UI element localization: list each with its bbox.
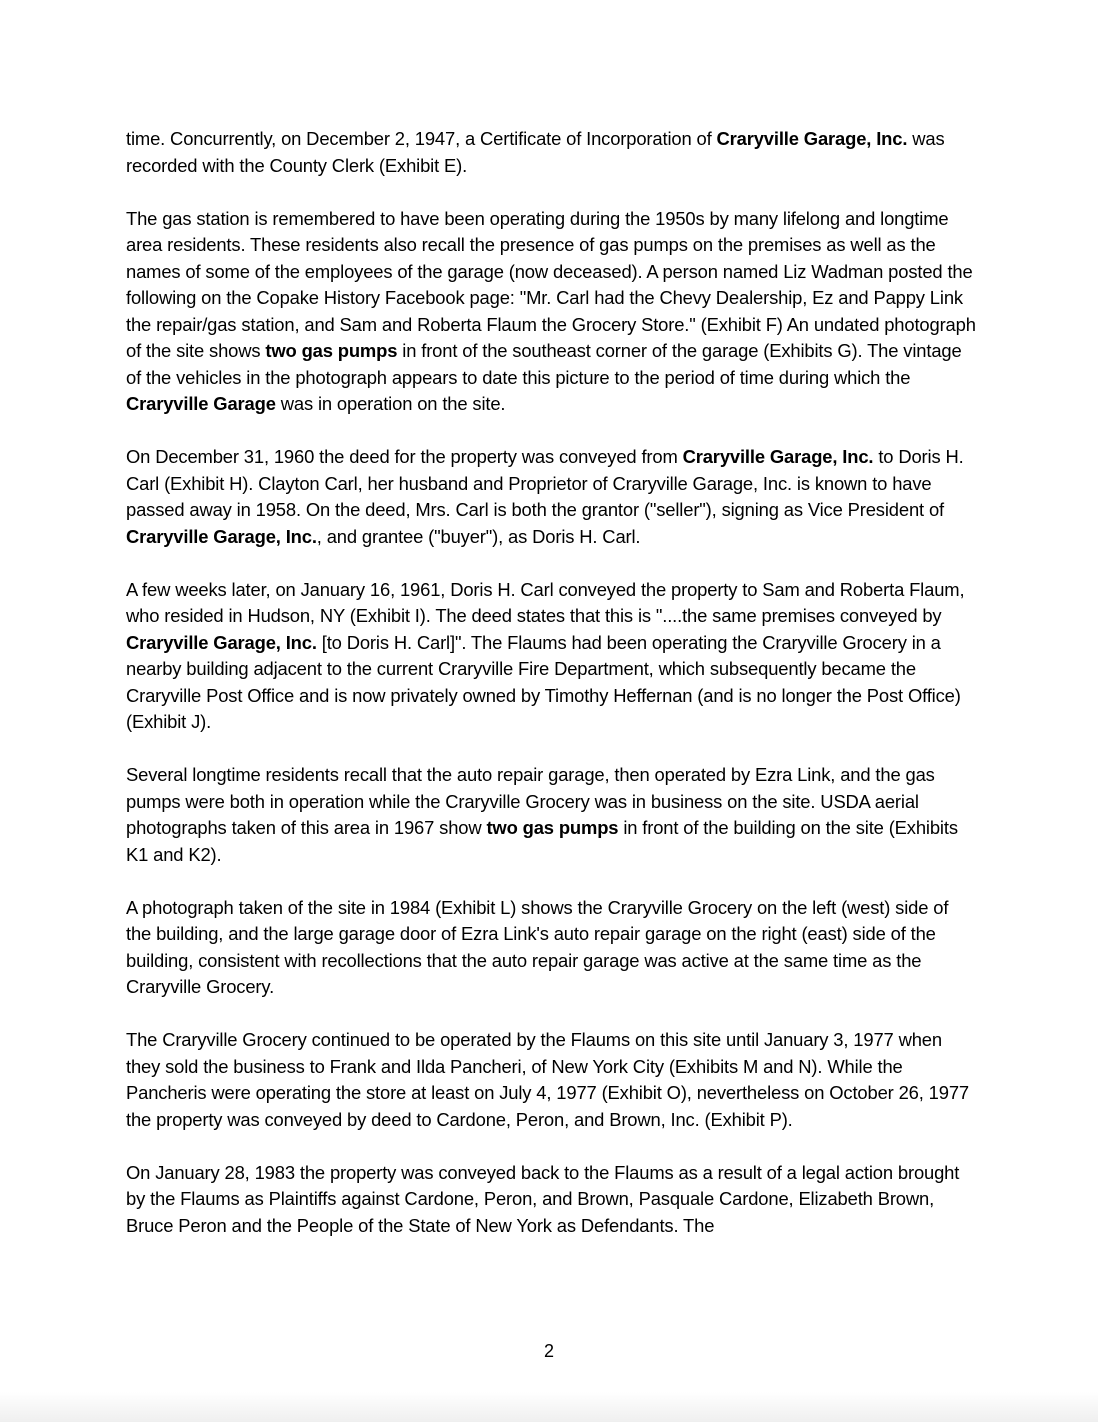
text-run: Several longtime residents recall that the auto repair garage, then operated by Ezra Link, and the gas pumps were both in operation while the Craryville Grocery was in business on the site. USDA aerial photographs taken of this area in 1967 show [126,764,935,838]
text-run: A few weeks later, on January 16, 1961, Doris H. Carl conveyed the property to Sam and Roberta Flaum, who resided in Hudson, NY (Exhibit I). The deed states that this is "....the same premises conveyed by [126,578,965,626]
text-run: On December 31, 1960 the deed for the property was conveyed from [126,446,683,467]
page-bottom-edge [0,1392,1098,1422]
text-run: time. Concurrently, on December 2, 1947, a Certificate of Incorporation of [126,128,717,149]
text-run: The Craryville Grocery continued to be operated by the Flaums on this site until January 3, 1977 when they sold the business to Frank and Ilda Pancheri, of New York City (Exhibits M and N). While the Pancheris were operating the store at least on July 4, 1977 (Exhibit O), nevertheless on October 26, 1977 the property was conveyed by deed to Cardone, Peron, and Brown, Inc. (Exhibit P). [126,1029,969,1130]
text-run: was recorded with the County Clerk (Exhibit E). [126,128,945,176]
paragraph-grocery-1977 [126,1027,976,1133]
paragraph-legal-action-1983 [126,1160,976,1240]
paragraph-gas-station [126,206,976,418]
paragraph-deed-1960 [126,444,976,550]
text-run: in front of the southeast corner of the garage (Exhibits G). The vintage of the vehicles in the photograph appears to date this picture to the period of time during which the [126,340,962,388]
text-run: to Doris H. Carl (Exhibit H). Clayton Carl, her husband and Proprietor of Craryville Garage, Inc. is known to have passed away in 1958. On the deed, Mrs. Carl is both the grantor ("seller"), signing as Vice President of [126,446,964,520]
bold-text-run: Craryville Garage [126,393,276,414]
bold-text-run: Craryville Garage, Inc. [126,525,317,547]
bold-text-run: Craryville Garage, Inc. [682,446,874,467]
paragraph-photograph-1984 [126,895,976,1001]
page-number: 2 [543,1341,554,1361]
text-run: [to Doris H. Carl]". The Flaums had been operating the Craryville Grocery in a nearby building adjacent to the current Craryville Fire Department, which subsequently became the Craryville Post Office and is now privately owned by Timothy Heffernan (and is no longer the Post Office) (Exhibit J). [126,631,961,732]
paragraph-incorporation [126,126,976,179]
bold-text-run: two gas pumps [265,340,398,361]
bold-text-run: Craryville Garage, Inc. [716,128,908,149]
text-run: The gas station is remembered to have been operating during the 1950s by many lifelong and longtime area residents. These residents also recall the presence of gas pumps on the premises as well as the names of some of the employees of the garage (now deceased). A person named Liz Wadman posted the following on the Copake History Facebook page: "Mr. Carl had the Chevy Dealership, Ez and Pappy Link the repair/gas station, and Sam and Roberta Flaum the Grocery Store." (Exhibit F) An undated photograph of the site shows [126,207,976,361]
text-run: was in operation on the site. [275,393,506,414]
document-body [126,126,976,1266]
paragraph-deed-1961 [126,577,976,736]
text-run: A photograph taken of the site in 1984 (Exhibit L) shows the Craryville Grocery on the left (west) side of the building, and the large garage door of Ezra Link's auto repair garage on the right (east) side of the building, consistent with recollections that the auto repair garage was active at the same time as the Craryville Grocery. [126,896,949,997]
text-run: in front of the building on the site (Exhibits K1 and K2). [126,817,958,865]
text-run: , and grantee ("buyer"), as Doris H. Carl. [316,525,641,547]
text-run: On January 28, 1983 the property was conveyed back to the Flaums as a result of a legal action brought by the Flaums as Plaintiffs against Cardone, Peron, and Brown, Pasquale Cardone, Elizabeth Brown, Bruce Peron and the People of the State of New York as Defendants. The [126,1161,960,1236]
bold-text-run: Craryville Garage, Inc. [126,631,317,653]
bold-text-run: two gas pumps [486,817,619,838]
paragraph-longtime-residents [126,762,976,868]
